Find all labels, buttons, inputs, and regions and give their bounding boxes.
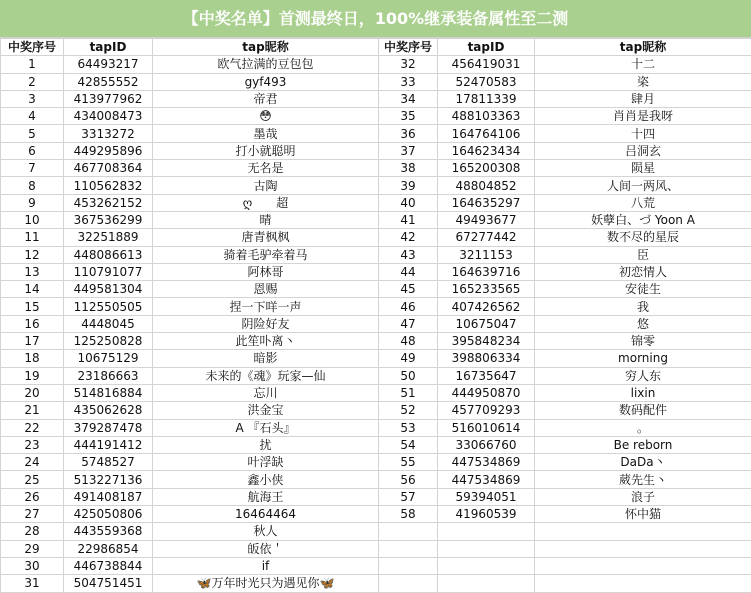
left-rank-cell: 10 [1,211,64,228]
left-rank-cell: 5 [1,125,64,142]
right-nickname-cell: DaDa丶 [535,454,751,471]
right-nickname-cell: 。 [535,419,751,436]
left-tapid-cell: 4448045 [64,315,153,332]
left-tapid-cell: 379287478 [64,419,153,436]
left-nickname-cell: 皈依＇ [153,540,379,557]
left-tapid-cell: 32251889 [64,229,153,246]
left-rank-cell: 12 [1,246,64,263]
left-rank-cell: 13 [1,263,64,280]
table-row [1,384,751,401]
right-tapid-cell: 164764106 [438,125,535,142]
left-nickname-cell: 😳 [153,108,379,125]
left-nickname-cell: 暗影 [153,350,379,367]
table-row [1,90,751,107]
left-nickname-cell: 叶浮缺 [153,454,379,471]
right-rank-cell [379,557,438,574]
right-nickname-cell [535,523,751,540]
right-nickname-cell: 安徒生 [535,281,751,298]
right-rank-cell: 39 [379,177,438,194]
left-rank-cell: 27 [1,506,64,523]
left-rank-cell: 1 [1,56,64,73]
left-nickname-cell: 航海王 [153,488,379,505]
table-row [1,471,751,488]
right-nickname-cell: 数码配件 [535,402,751,419]
table-row [1,436,751,453]
left-nickname-cell: 阴险好友 [153,315,379,332]
right-rank-cell: 35 [379,108,438,125]
left-tapid-cell: 444191412 [64,436,153,453]
table-row [1,506,751,523]
left-nickname-cell: 打小就聪明 [153,142,379,159]
table-row [1,367,751,384]
left-nickname-cell: 帝君 [153,90,379,107]
right-tapid-cell: 444950870 [438,384,535,401]
right-rank-cell [379,540,438,557]
right-rank-cell: 48 [379,333,438,350]
table-row [1,229,751,246]
right-rank-cell: 57 [379,488,438,505]
left-tapid-cell: 22986854 [64,540,153,557]
right-tapid-cell: 52470583 [438,73,535,90]
right-tapid-cell: 447534869 [438,454,535,471]
table-row [1,402,751,419]
header-tapid-right: tapID [438,39,535,56]
left-tapid-cell: 513227136 [64,471,153,488]
right-rank-cell: 47 [379,315,438,332]
header-nickname-right: tap昵称 [535,39,751,56]
right-tapid-cell [438,523,535,540]
right-nickname-cell: 陨星 [535,160,751,177]
right-nickname-cell: 肆月 [535,90,751,107]
left-rank-cell: 21 [1,402,64,419]
right-tapid-cell: 457709293 [438,402,535,419]
left-tapid-cell: 449295896 [64,142,153,159]
right-nickname-cell: 浪子 [535,488,751,505]
right-nickname-cell: 我 [535,298,751,315]
left-rank-cell: 31 [1,575,64,592]
right-rank-cell: 50 [379,367,438,384]
right-nickname-cell: 肖肖是我呀 [535,108,751,125]
right-tapid-cell: 407426562 [438,298,535,315]
left-nickname-cell: 16464464 [153,506,379,523]
right-rank-cell: 44 [379,263,438,280]
table-row [1,488,751,505]
table-row [1,56,751,73]
left-tapid-cell: 112550505 [64,298,153,315]
right-rank-cell: 33 [379,73,438,90]
table-row [1,160,751,177]
right-rank-cell: 41 [379,211,438,228]
right-nickname-cell: morning [535,350,751,367]
winners-table [0,38,751,593]
left-tapid-cell: 10675129 [64,350,153,367]
right-tapid-cell [438,540,535,557]
left-nickname-cell: if [153,557,379,574]
left-rank-cell: 8 [1,177,64,194]
left-nickname-cell: 墨哉 [153,125,379,142]
left-nickname-cell: A 『石头』 [153,419,379,436]
right-nickname-cell: 悠 [535,315,751,332]
left-tapid-cell: 110562832 [64,177,153,194]
left-tapid-cell: 3313272 [64,125,153,142]
right-nickname-cell: Be reborn [535,436,751,453]
right-nickname-cell [535,540,751,557]
right-rank-cell: 37 [379,142,438,159]
right-nickname-cell: 栥 [535,73,751,90]
left-rank-cell: 7 [1,160,64,177]
table-row [1,557,751,574]
left-rank-cell: 18 [1,350,64,367]
right-nickname-cell: 怀中猫 [535,506,751,523]
table-row [1,315,751,332]
left-rank-cell: 22 [1,419,64,436]
left-tapid-cell: 435062628 [64,402,153,419]
table-row [1,177,751,194]
right-tapid-cell: 48804852 [438,177,535,194]
table-row [1,194,751,211]
table-row [1,575,751,592]
right-rank-cell: 36 [379,125,438,142]
left-tapid-cell: 23186663 [64,367,153,384]
left-tapid-cell: 413977962 [64,90,153,107]
right-tapid-cell: 516010614 [438,419,535,436]
right-nickname-cell: 葳先生丶 [535,471,751,488]
sheet-title: 【中奖名单】首测最终日，100%继承装备属性至二测 [0,0,751,38]
right-tapid-cell: 165200308 [438,160,535,177]
table-row [1,333,751,350]
right-rank-cell [379,575,438,592]
left-rank-cell: 15 [1,298,64,315]
right-rank-cell: 43 [379,246,438,263]
left-tapid-cell: 443559368 [64,523,153,540]
table-row [1,298,751,315]
right-tapid-cell: 164623434 [438,142,535,159]
right-tapid-cell: 67277442 [438,229,535,246]
left-tapid-cell: 467708364 [64,160,153,177]
right-nickname-cell [535,557,751,574]
left-rank-cell: 17 [1,333,64,350]
left-nickname-cell: 未来的《魂》玩家—仙 [153,367,379,384]
right-rank-cell: 49 [379,350,438,367]
right-tapid-cell: 164635297 [438,194,535,211]
right-rank-cell: 56 [379,471,438,488]
table-row [1,73,751,90]
right-rank-cell: 42 [379,229,438,246]
left-nickname-cell: 无名是 [153,160,379,177]
left-rank-cell: 4 [1,108,64,125]
table-row [1,142,751,159]
left-nickname-cell: 骑着毛驴牵着马 [153,246,379,263]
right-rank-cell: 51 [379,384,438,401]
right-nickname-cell: 人间一两风、 [535,177,751,194]
right-nickname-cell: 初恋情人 [535,263,751,280]
right-rank-cell: 53 [379,419,438,436]
left-tapid-cell: 449581304 [64,281,153,298]
left-rank-cell: 2 [1,73,64,90]
right-rank-cell: 32 [379,56,438,73]
right-tapid-cell: 16735647 [438,367,535,384]
table-row [1,281,751,298]
header-row [1,39,751,56]
table-row [1,350,751,367]
left-tapid-cell: 504751451 [64,575,153,592]
right-rank-cell [379,523,438,540]
right-tapid-cell: 165233565 [438,281,535,298]
right-nickname-cell: 锦零 [535,333,751,350]
left-rank-cell: 26 [1,488,64,505]
left-nickname-cell: gyf493 [153,73,379,90]
left-nickname-cell: 扰 [153,436,379,453]
left-nickname-cell: 恩赐 [153,281,379,298]
right-tapid-cell: 3211153 [438,246,535,263]
left-rank-cell: 11 [1,229,64,246]
left-rank-cell: 25 [1,471,64,488]
left-tapid-cell: 491408187 [64,488,153,505]
left-rank-cell: 24 [1,454,64,471]
left-tapid-cell: 425050806 [64,506,153,523]
left-rank-cell: 28 [1,523,64,540]
right-nickname-cell: 臣 [535,246,751,263]
right-tapid-cell: 33066760 [438,436,535,453]
left-tapid-cell: 448086613 [64,246,153,263]
left-rank-cell: 14 [1,281,64,298]
left-rank-cell: 30 [1,557,64,574]
right-rank-cell: 38 [379,160,438,177]
right-rank-cell: 46 [379,298,438,315]
table-row [1,454,751,471]
right-tapid-cell: 395848234 [438,333,535,350]
right-rank-cell: 58 [379,506,438,523]
left-nickname-cell: 唐青枫枫 [153,229,379,246]
right-tapid-cell: 59394051 [438,488,535,505]
left-rank-cell: 6 [1,142,64,159]
left-tapid-cell: 64493217 [64,56,153,73]
left-rank-cell: 16 [1,315,64,332]
table-row [1,523,751,540]
left-nickname-cell: 忘川 [153,384,379,401]
left-rank-cell: 9 [1,194,64,211]
left-nickname-cell: 古陶 [153,177,379,194]
right-nickname-cell: 妖孽白、づ Yoon A [535,211,751,228]
right-tapid-cell: 164639716 [438,263,535,280]
left-nickname-cell: 鑫小侠 [153,471,379,488]
header-rank-left: 中奖序号 [1,39,64,56]
table-row [1,108,751,125]
table-row [1,540,751,557]
left-nickname-cell: 阿林哥 [153,263,379,280]
left-nickname-cell: 晴 [153,211,379,228]
header-rank-right: 中奖序号 [379,39,438,56]
left-nickname-cell: 捏一下咩一声 [153,298,379,315]
table-row [1,419,751,436]
table-row [1,125,751,142]
left-nickname-cell: 秋人 [153,523,379,540]
right-rank-cell: 52 [379,402,438,419]
right-tapid-cell: 17811339 [438,90,535,107]
right-tapid-cell: 41960539 [438,506,535,523]
left-tapid-cell: 367536299 [64,211,153,228]
right-nickname-cell [535,575,751,592]
left-nickname-cell: ღ 超 [153,194,379,211]
left-tapid-cell: 446738844 [64,557,153,574]
left-nickname-cell: 🦋万年时光只为遇见你🦋 [153,575,379,592]
left-tapid-cell: 110791077 [64,263,153,280]
right-tapid-cell: 456419031 [438,56,535,73]
right-nickname-cell: 八荒 [535,194,751,211]
left-tapid-cell: 125250828 [64,333,153,350]
left-rank-cell: 29 [1,540,64,557]
table-row [1,246,751,263]
left-tapid-cell: 5748527 [64,454,153,471]
table-row [1,211,751,228]
left-rank-cell: 23 [1,436,64,453]
left-rank-cell: 19 [1,367,64,384]
right-tapid-cell: 447534869 [438,471,535,488]
right-rank-cell: 34 [379,90,438,107]
right-rank-cell: 54 [379,436,438,453]
right-nickname-cell: 数不尽的星辰 [535,229,751,246]
left-nickname-cell: 洪金宝 [153,402,379,419]
right-tapid-cell: 488103363 [438,108,535,125]
left-nickname-cell: 欧气拉满的豆包包 [153,56,379,73]
right-tapid-cell [438,557,535,574]
header-nickname-left: tap昵称 [153,39,379,56]
right-tapid-cell: 49493677 [438,211,535,228]
right-nickname-cell: 吕洞玄 [535,142,751,159]
left-tapid-cell: 42855552 [64,73,153,90]
header-tapid-left: tapID [64,39,153,56]
left-tapid-cell: 453262152 [64,194,153,211]
right-rank-cell: 45 [379,281,438,298]
right-nickname-cell: 十四 [535,125,751,142]
right-rank-cell: 55 [379,454,438,471]
right-nickname-cell: lixin [535,384,751,401]
right-nickname-cell: 十二 [535,56,751,73]
left-tapid-cell: 514816884 [64,384,153,401]
right-tapid-cell: 398806334 [438,350,535,367]
right-tapid-cell [438,575,535,592]
left-rank-cell: 20 [1,384,64,401]
table-row [1,263,751,280]
right-tapid-cell: 10675047 [438,315,535,332]
left-tapid-cell: 434008473 [64,108,153,125]
left-nickname-cell: 此笙卟离丶 [153,333,379,350]
right-rank-cell: 40 [379,194,438,211]
right-nickname-cell: 穷人东 [535,367,751,384]
left-rank-cell: 3 [1,90,64,107]
